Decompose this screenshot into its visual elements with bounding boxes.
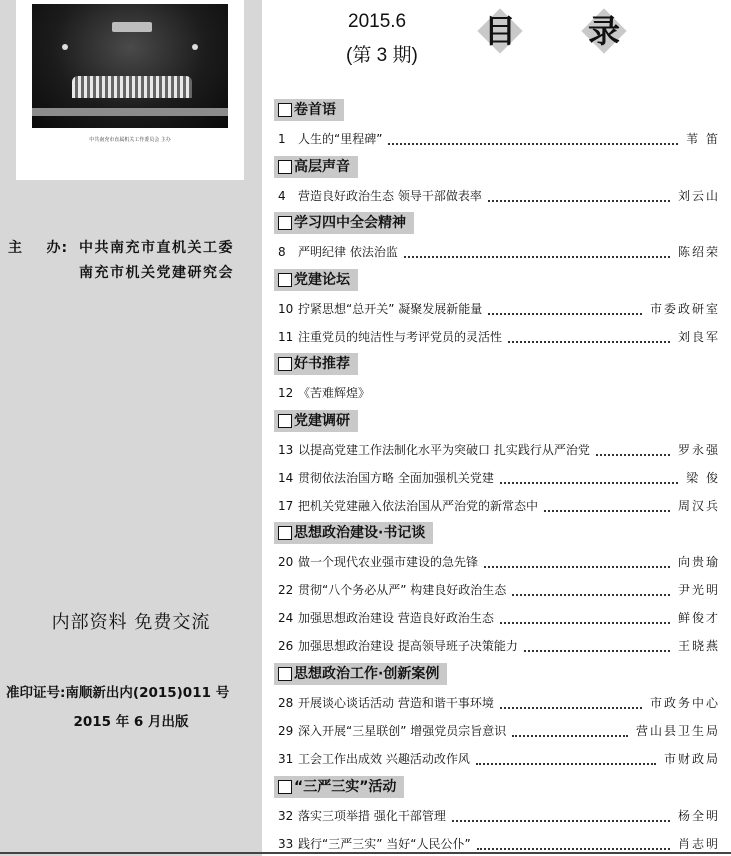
contents-title-char-2	[582, 9, 626, 53]
toc-entry-author: 罗永强	[677, 443, 720, 457]
toc-page-number: 33	[278, 837, 294, 851]
toc-page-number: 14	[278, 471, 294, 485]
toc-section-header	[274, 99, 344, 121]
toc-entry-author: 市委政研室	[649, 302, 720, 316]
toc-leader-dots	[477, 846, 670, 850]
toc-section-header	[274, 269, 358, 291]
toc-page-number: 13	[278, 443, 294, 457]
toc-section-header	[274, 353, 358, 375]
toc-entry-author: 苇 笛	[686, 132, 720, 146]
toc-section-title: 党建调研	[294, 413, 350, 429]
toc-leader-dots	[508, 339, 670, 343]
toc-entry[interactable]	[278, 300, 720, 318]
toc-entry-author: 市财政局	[663, 752, 720, 766]
host-org-1: 中共南充市直机关工委	[79, 240, 234, 256]
toc-entry-author: 周汉兵	[677, 499, 720, 513]
checkbox-square-icon	[278, 357, 292, 371]
toc-section-title: 高层声音	[294, 159, 350, 175]
toc-entry-author: 梁 俊	[686, 471, 720, 485]
toc-entry[interactable]	[278, 807, 720, 825]
toc-page-number: 8	[278, 245, 286, 259]
toc-entry[interactable]	[278, 469, 720, 487]
toc-entry-title: 开展谈心谈话活动 营造和谐干事环境	[298, 696, 494, 710]
toc-entry-title: 《苦难辉煌》	[298, 386, 371, 400]
checkbox-square-icon	[278, 526, 292, 540]
toc-page-number: 22	[278, 583, 294, 597]
toc-section-header	[274, 776, 404, 798]
toc-entry-author: 尹光明	[677, 583, 720, 597]
toc-entry-title: 落实三项举措 强化干部管理	[298, 809, 446, 823]
toc-leader-dots	[388, 141, 678, 145]
toc-entry-title: 做一个现代农业强市建设的急先锋	[298, 555, 479, 569]
toc-entry[interactable]	[278, 750, 720, 768]
toc-entry-author: 王晓燕	[677, 639, 720, 653]
toc-entry-title: 深入开展“三星联创” 增强党员宗旨意识	[298, 724, 507, 738]
toc-entry-title: 加强思想政治建设 提高领导班子决策能力	[298, 639, 518, 653]
contents-title-char-1	[478, 9, 522, 53]
toc-leader-dots	[404, 254, 670, 258]
toc-entry[interactable]	[278, 835, 720, 853]
toc-entry-author: 杨全明	[677, 809, 720, 823]
toc-entry-author: 刘良军	[677, 330, 720, 344]
toc-section-title: 思想政治建设·书记谈	[294, 525, 426, 541]
checkbox-square-icon	[278, 160, 292, 174]
toc-entry[interactable]	[278, 328, 720, 346]
printing-permit: 准印证号:南顺新出内(2015)011 号	[6, 685, 230, 701]
issue-date: 2015.6	[348, 11, 407, 32]
toc-page-number: 12	[278, 386, 294, 400]
toc-entry-title: 以提高党建工作法制化水平为突破口 扎实践行从严治党	[298, 443, 590, 457]
contents-title-glyph: 录	[587, 12, 620, 50]
photo-caption: 中共南充市直属机关工作委员会 主办	[89, 137, 171, 143]
toc-page-number: 17	[278, 499, 294, 513]
toc-page-number: 10	[278, 302, 294, 316]
toc-entry-author: 鲜俊才	[677, 611, 720, 625]
toc-entry-title: 践行“三严三实” 当好“人民公仆”	[298, 837, 471, 851]
toc-entry-title: 营造良好政治生态 领导干部做表率	[298, 189, 482, 203]
contents-title-glyph: 目	[483, 12, 516, 50]
toc-entry-author: 向贵瑜	[677, 555, 720, 569]
toc-leader-dots	[500, 620, 670, 624]
stage-spotlight	[192, 44, 198, 50]
toc-entry-title: 拧紧思想“总开关” 凝聚发展新能量	[298, 302, 483, 316]
toc-entry-author: 营山县卫生局	[635, 724, 720, 738]
left-sidebar	[0, 0, 262, 856]
toc-section-title: 学习四中全会精神	[294, 215, 406, 231]
toc-section-title: 党建论坛	[294, 272, 350, 288]
host-label: 主 办:	[8, 240, 69, 256]
toc-section-header	[274, 663, 447, 685]
toc-leader-dots	[512, 733, 628, 737]
toc-section-title: 卷首语	[294, 102, 336, 118]
stage-backdrop	[112, 22, 152, 32]
cover-photo-frame	[16, 0, 244, 180]
checkbox-square-icon	[278, 103, 292, 117]
bottom-rule	[0, 852, 731, 854]
toc-section-title: “三严三实”活动	[294, 779, 397, 795]
toc-leader-dots	[488, 198, 670, 202]
toc-entry[interactable]	[278, 581, 720, 599]
toc-section-header	[274, 410, 358, 432]
toc-page-number: 24	[278, 611, 294, 625]
toc-entry-title: 加强思想政治建设 营造良好政治生态	[298, 611, 494, 625]
toc-entry-title: 注重党员的纯洁性与考评党员的灵活性	[298, 330, 503, 344]
toc-page-number: 11	[278, 330, 294, 344]
toc-page-number: 4	[278, 189, 286, 203]
toc-entry[interactable]	[278, 694, 720, 712]
toc-section-header	[274, 522, 433, 544]
toc-entry-author: 刘云山	[677, 189, 720, 203]
toc-entry-title: 工会工作出成效 兴趣活动改作风	[298, 752, 470, 766]
toc-entry[interactable]	[278, 722, 720, 740]
toc-entry-title: 贯彻依法治国方略 全面加强机关党建	[298, 471, 494, 485]
checkbox-square-icon	[278, 273, 292, 287]
toc-leader-dots	[524, 648, 670, 652]
toc-entry[interactable]	[278, 243, 720, 261]
toc-entry[interactable]	[278, 130, 720, 148]
host-org-2: 南充市机关党建研究会	[79, 265, 234, 281]
toc-entry[interactable]	[278, 497, 720, 515]
toc-entry-author: 肖志明	[677, 837, 720, 851]
toc-leader-dots	[484, 564, 670, 568]
toc-entry[interactable]	[278, 187, 720, 205]
toc-leader-dots	[500, 480, 678, 484]
toc-entry-title: 贯彻“八个务必从严” 构建良好政治生态	[298, 583, 507, 597]
toc-entry[interactable]	[278, 637, 720, 655]
toc-page-number: 1	[278, 132, 286, 146]
toc-section-title: 好书推荐	[294, 356, 350, 372]
choir-group	[72, 76, 192, 98]
toc-section-title: 思想政治工作·创新案例	[294, 666, 440, 682]
toc-entry[interactable]	[278, 384, 720, 402]
toc-section-header	[274, 156, 358, 178]
toc-entry-author: 市政务中心	[649, 696, 720, 710]
toc-entry-title: 严明纪律 依法治监	[298, 245, 398, 259]
toc-leader-dots	[476, 761, 656, 765]
toc-page-number: 31	[278, 752, 294, 766]
toc-entry-title: 把机关党建融入依法治国从严治党的新常态中	[298, 499, 539, 513]
publication-date: 2015 年 6 月出版	[73, 714, 189, 730]
checkbox-square-icon	[278, 414, 292, 428]
toc-page-number: 28	[278, 696, 294, 710]
toc-leader-dots	[452, 818, 670, 822]
checkbox-square-icon	[278, 216, 292, 230]
choir-performance-photo	[32, 4, 228, 128]
issue-number: (第 3 期)	[346, 45, 418, 66]
toc-leader-dots	[500, 705, 642, 709]
toc-leader-dots	[596, 452, 670, 456]
toc-leader-dots	[512, 592, 670, 596]
toc-entry[interactable]	[278, 553, 720, 571]
stage-banner	[32, 108, 228, 116]
toc-leader-dots	[488, 311, 642, 315]
toc-page-number: 20	[278, 555, 294, 569]
checkbox-square-icon	[278, 667, 292, 681]
stage-spotlight	[62, 44, 68, 50]
toc-page-number: 32	[278, 809, 294, 823]
checkbox-square-icon	[278, 780, 292, 794]
toc-leader-dots	[544, 508, 670, 512]
toc-entry[interactable]	[278, 609, 720, 627]
toc-entry-author: 陈绍荣	[677, 245, 720, 259]
toc-page-number: 26	[278, 639, 294, 653]
toc-page-number: 29	[278, 724, 294, 738]
toc-entry-title: 人生的“里程碑”	[298, 132, 383, 146]
toc-entry[interactable]	[278, 441, 720, 459]
internal-notice: 内部资料 免费交流	[51, 612, 211, 633]
toc-section-header	[274, 212, 414, 234]
